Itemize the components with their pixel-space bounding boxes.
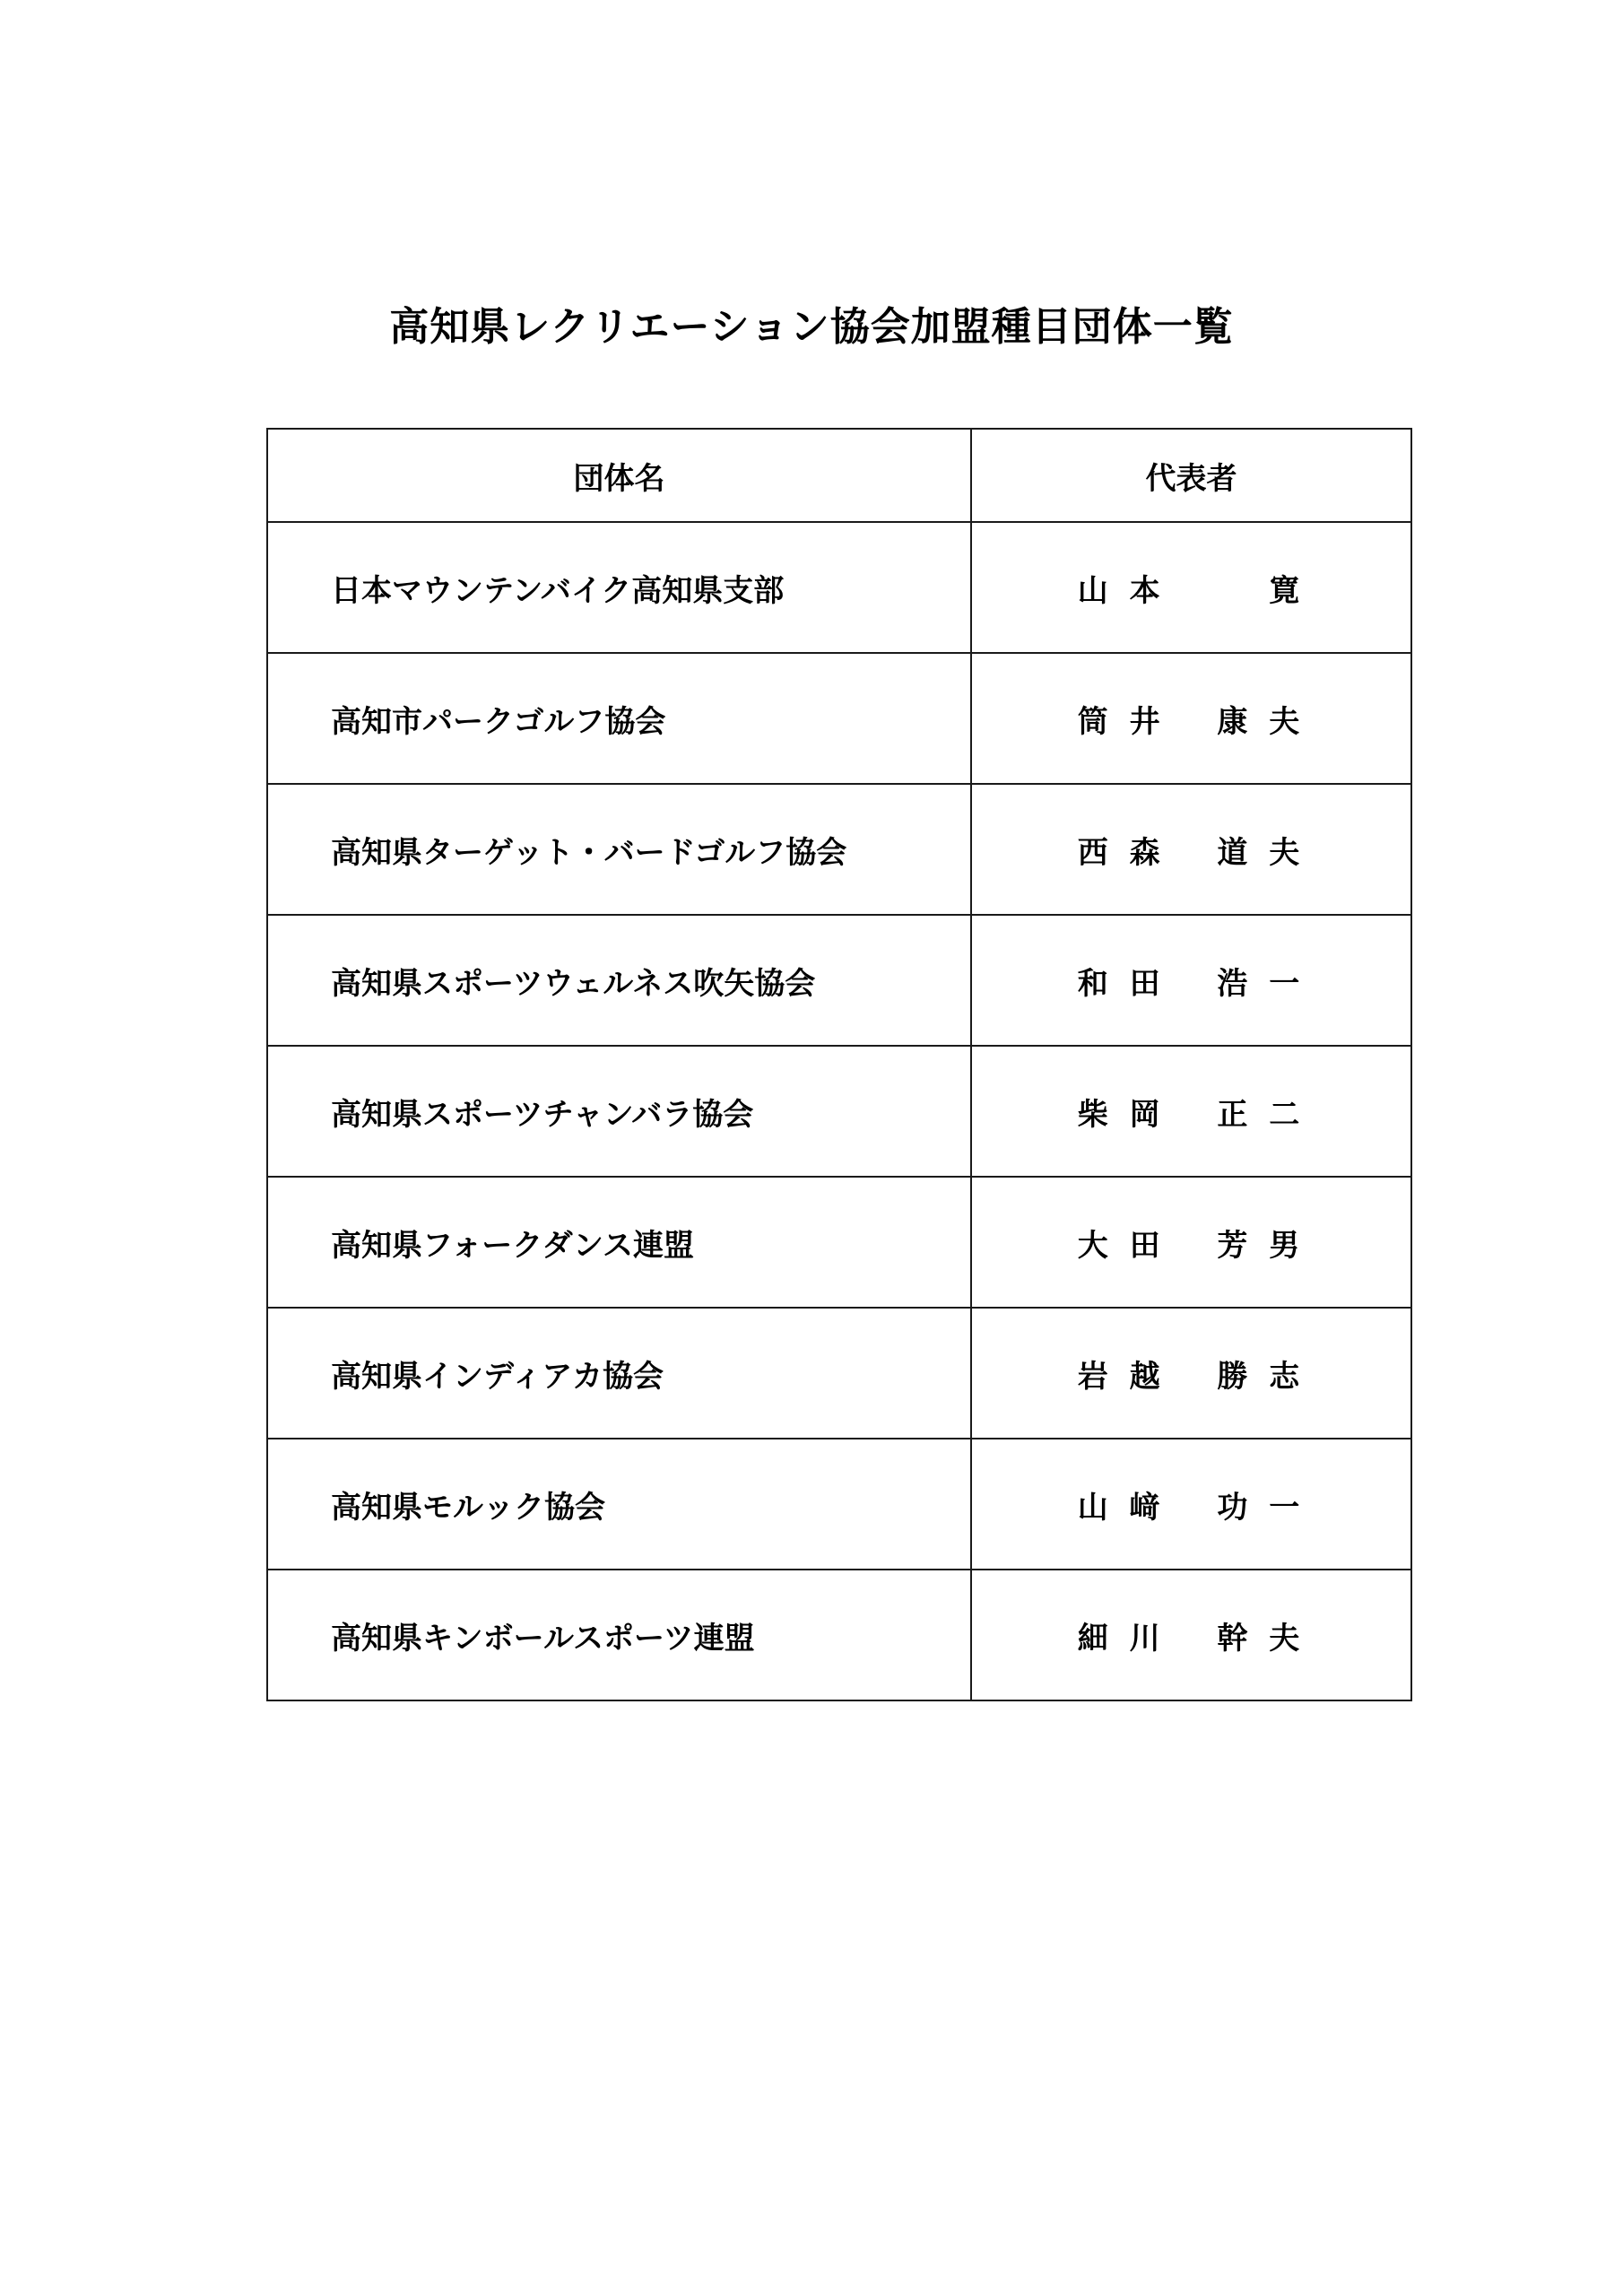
representative-name: 大 田 芳 男	[1077, 1227, 1306, 1264]
organization-name: 高知県インディアカ協会	[267, 1308, 971, 1439]
organization-name: 高知県スポーツウェルネス吹矢協会	[267, 915, 971, 1046]
table-row	[267, 1439, 1411, 1570]
representative-cell	[971, 784, 1411, 915]
representative-cell	[971, 1308, 1411, 1439]
document-title: 高知県レクリエーション協会加盟種目団体一覧	[389, 304, 1234, 350]
representative-name: 細 川 幹 夫	[1077, 1620, 1306, 1657]
table-header-row	[267, 429, 1411, 522]
organization-name: 高知県スポーツチャンバラ協会	[267, 1046, 971, 1177]
table-row	[267, 1177, 1411, 1308]
table-row	[267, 1308, 1411, 1439]
organization-name: 日本マウンテンバイク高知県支部	[267, 522, 971, 653]
organization-name: 高知県フォークダンス連盟	[267, 1177, 971, 1308]
organization-name: 高知県モルック協会	[267, 1439, 971, 1570]
representative-cell	[971, 1570, 1411, 1700]
header-representative: 代表者	[971, 429, 1411, 522]
representative-name: 柴 岡 正 二	[1077, 1096, 1306, 1133]
representative-cell	[971, 1439, 1411, 1570]
representative-cell	[971, 915, 1411, 1046]
representative-cell	[971, 1046, 1411, 1177]
representative-cell	[971, 1177, 1411, 1308]
table-row	[267, 653, 1411, 784]
representative-cell	[971, 653, 1411, 784]
representative-name: 和 田 浩 一	[1077, 965, 1306, 1002]
organization-name: 高知県ターゲット・バードゴルフ協会	[267, 784, 971, 915]
header-organization: 団体名	[267, 429, 971, 522]
representative-name: 山 本 寛	[1077, 572, 1306, 609]
member-organizations-table	[266, 428, 1412, 1701]
representative-name: 岩 越 勝 志	[1077, 1358, 1306, 1395]
table-row	[267, 522, 1411, 653]
representative-name: 西 森 道 夫	[1077, 834, 1306, 871]
organization-name: 高知市パークゴルフ協会	[267, 653, 971, 784]
table-row	[267, 784, 1411, 915]
representative-cell	[971, 522, 1411, 653]
table-row	[267, 1570, 1411, 1700]
table-row	[267, 1046, 1411, 1177]
representative-name: 筒 井 康 夫	[1077, 703, 1306, 740]
organization-name: 高知県キンボールスポーツ連盟	[267, 1570, 971, 1700]
table-row	[267, 915, 1411, 1046]
representative-name: 山 﨑 功 一	[1077, 1489, 1306, 1526]
